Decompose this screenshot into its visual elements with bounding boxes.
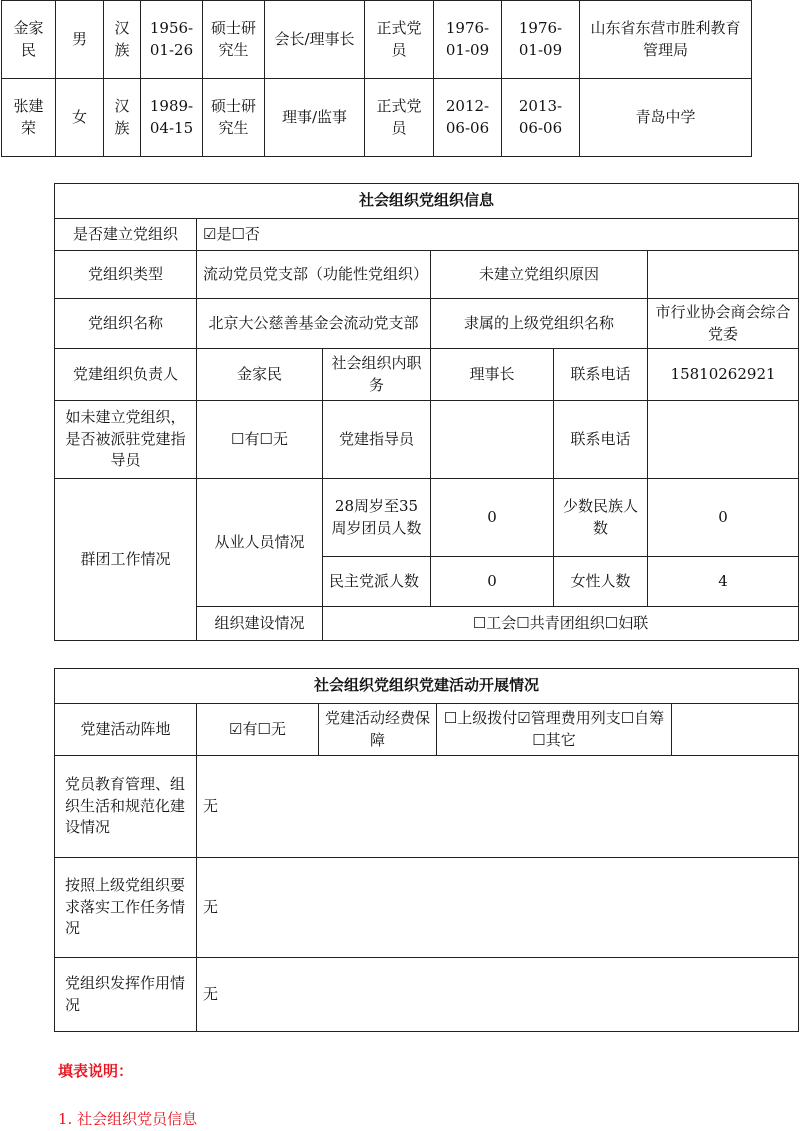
female-value: 4 xyxy=(648,557,799,607)
member-regular-date: 2013-06-06 xyxy=(502,79,580,157)
table-row xyxy=(2,79,752,157)
org-info-title: 社会组织党组织信息 xyxy=(55,184,799,219)
activity-table xyxy=(54,668,799,1032)
fill-instructions-title: 填表说明： xyxy=(58,1062,134,1080)
org-build-checkbox[interactable]: ☐工会☐共青团组织☐妇联 xyxy=(323,607,799,641)
table-row xyxy=(55,401,799,479)
phone-value: 15810262921 xyxy=(648,349,799,401)
table-row xyxy=(55,219,799,251)
member-table xyxy=(1,0,752,157)
member-gender: 女 xyxy=(56,79,104,157)
member-unit: 青岛中学 xyxy=(580,79,752,157)
funds-checkbox[interactable]: ☐上级拨付☑管理费用列支☐自筹☐其它 xyxy=(437,704,672,756)
democratic-value: 0 xyxy=(431,557,554,607)
member-name: 张建荣 xyxy=(2,79,56,157)
table-row xyxy=(55,251,799,299)
org-info-table xyxy=(54,183,799,641)
table-row xyxy=(2,1,752,79)
member-education: 硕士研究生 xyxy=(203,79,265,157)
member-unit: 山东省东营市胜利教育管理局 xyxy=(580,1,752,79)
female-label: 女性人数 xyxy=(554,557,648,607)
inner-post-label: 社会组织内职务 xyxy=(323,349,431,401)
member-ethnicity: 汉族 xyxy=(104,79,141,157)
org-name-value: 北京大公慈善基金会流动党支部 xyxy=(197,299,431,349)
member-join-date: 2012-06-06 xyxy=(434,79,502,157)
superior-org-label: 隶属的上级党组织名称 xyxy=(431,299,648,349)
phone-label: 联系电话 xyxy=(554,349,648,401)
member-birth: 1989-04-15 xyxy=(141,79,203,157)
member-status: 正式党员 xyxy=(365,79,434,157)
table-row xyxy=(55,704,799,756)
inner-post-value: 理事长 xyxy=(431,349,554,401)
role-label: 党组织发挥作用情况 xyxy=(55,958,197,1032)
leader-label: 党建组织负责人 xyxy=(55,349,197,401)
league-label: 28周岁至35周岁团员人数 xyxy=(323,479,431,557)
table-row xyxy=(55,669,799,704)
member-ethnicity: 汉族 xyxy=(104,1,141,79)
superior-org-value: 市行业协会商会综合党委 xyxy=(648,299,799,349)
member-position: 理事/监事 xyxy=(265,79,365,157)
minority-label: 少数民族人数 xyxy=(554,479,648,557)
table-row xyxy=(55,479,799,557)
table-row xyxy=(55,349,799,401)
established-label: 是否建立党组织 xyxy=(55,219,197,251)
instructor-label: 党建指导员 xyxy=(323,401,431,479)
member-regular-date: 1976-01-09 xyxy=(502,1,580,79)
education-value: 无 xyxy=(197,756,799,858)
democratic-label: 民主党派人数 xyxy=(323,557,431,607)
instructor-question-label: 如未建立党组织，是否被派驻党建指导员 xyxy=(55,401,197,479)
funds-extra-cell xyxy=(672,704,799,756)
fill-instructions-item: 1. 社会组织党员信息 xyxy=(58,1110,198,1128)
org-name-label: 党组织名称 xyxy=(55,299,197,349)
instructor-phone-label: 联系电话 xyxy=(554,401,648,479)
instructor-question-checkbox[interactable]: ☐有☐无 xyxy=(197,401,323,479)
no-org-reason-value xyxy=(648,251,799,299)
table-row xyxy=(55,299,799,349)
member-join-date: 1976-01-09 xyxy=(434,1,502,79)
member-position: 会长/理事长 xyxy=(265,1,365,79)
minority-value: 0 xyxy=(648,479,799,557)
funds-label: 党建活动经费保障 xyxy=(319,704,437,756)
venue-checkbox[interactable]: ☑有☐无 xyxy=(197,704,319,756)
venue-label: 党建活动阵地 xyxy=(55,704,197,756)
member-status: 正式党员 xyxy=(365,1,434,79)
instructor-phone-value xyxy=(648,401,799,479)
tasks-label: 按照上级党组织要求落实工作任务情况 xyxy=(55,858,197,958)
table-row xyxy=(55,184,799,219)
org-type-label: 党组织类型 xyxy=(55,251,197,299)
member-gender: 男 xyxy=(56,1,104,79)
staff-label: 从业人员情况 xyxy=(197,479,323,607)
role-value: 无 xyxy=(197,958,799,1032)
education-label: 党员教育管理、组织生活和规范化建设情况 xyxy=(55,756,197,858)
tasks-value: 无 xyxy=(197,858,799,958)
table-row xyxy=(55,858,799,958)
leader-value: 金家民 xyxy=(197,349,323,401)
established-checkbox[interactable]: ☑是☐否 xyxy=(197,219,799,251)
mass-work-label: 群团工作情况 xyxy=(55,479,197,641)
league-value: 0 xyxy=(431,479,554,557)
member-name: 金家民 xyxy=(2,1,56,79)
table-row xyxy=(55,756,799,858)
no-org-reason-label: 未建立党组织原因 xyxy=(431,251,648,299)
member-education: 硕士研究生 xyxy=(203,1,265,79)
instructor-value xyxy=(431,401,554,479)
activity-title: 社会组织党组织党建活动开展情况 xyxy=(55,669,799,704)
member-birth: 1956-01-26 xyxy=(141,1,203,79)
table-row xyxy=(55,958,799,1032)
org-build-label: 组织建设情况 xyxy=(197,607,323,641)
org-type-value: 流动党员党支部（功能性党组织） xyxy=(197,251,431,299)
